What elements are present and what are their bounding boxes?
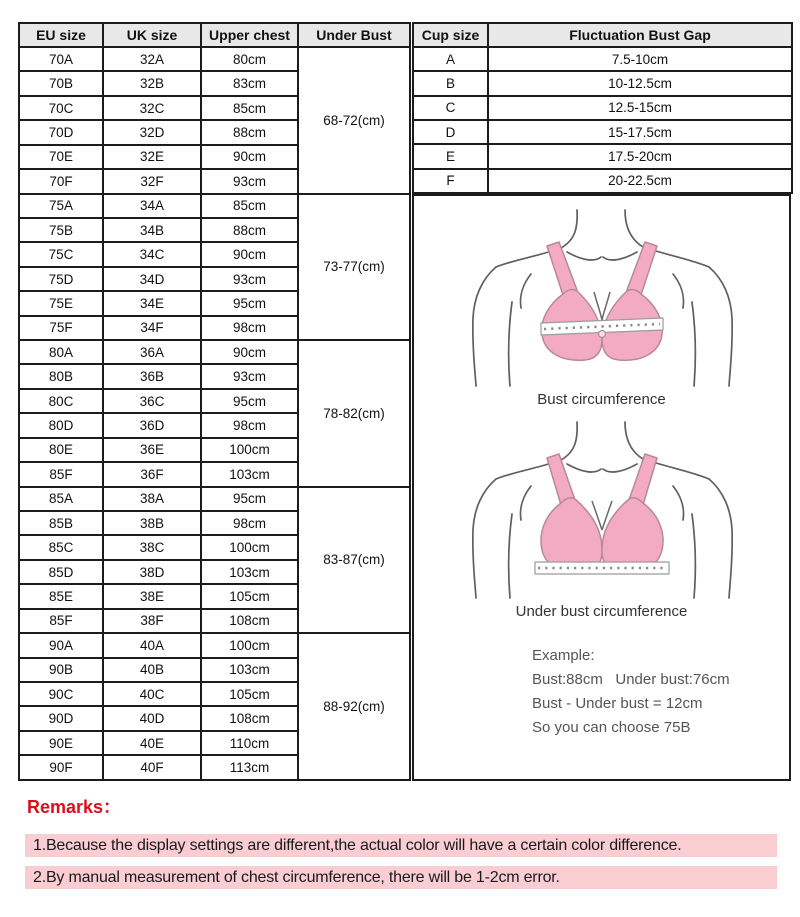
eu-size-cell: 75A <box>19 194 103 218</box>
eu-size-cell: 70B <box>19 71 103 95</box>
uk-size-cell: 34A <box>103 194 201 218</box>
size-table-row <box>19 47 410 71</box>
measurement-info-box <box>412 194 791 781</box>
size-table-header-eu: EU size <box>19 23 103 47</box>
upper-chest-cell: 88cm <box>201 218 298 242</box>
uk-size-cell: 34C <box>103 242 201 266</box>
eu-size-cell: 85F <box>19 609 103 633</box>
size-table-row <box>19 340 410 364</box>
size-table-header-uk: UK size <box>103 23 201 47</box>
uk-size-cell: 38A <box>103 487 201 511</box>
uk-size-cell: 34F <box>103 316 201 340</box>
eu-size-cell: 70F <box>19 169 103 193</box>
uk-size-cell: 32D <box>103 120 201 144</box>
cup-size-cell: A <box>413 47 488 71</box>
upper-chest-cell: 93cm <box>201 169 298 193</box>
uk-size-cell: 32B <box>103 71 201 95</box>
uk-size-cell: 40D <box>103 706 201 730</box>
uk-size-cell: 38C <box>103 535 201 559</box>
size-table-header-row <box>19 23 410 47</box>
eu-size-cell: 90F <box>19 755 103 780</box>
upper-chest-cell: 100cm <box>201 633 298 657</box>
size-table-header-under-bust: Under Bust <box>298 23 410 47</box>
upper-chest-cell: 95cm <box>201 389 298 413</box>
cup-table-row <box>413 120 792 144</box>
cup-size-cell: C <box>413 96 488 120</box>
eu-size-cell: 85F <box>19 462 103 486</box>
cup-size-cell: E <box>413 144 488 168</box>
eu-size-cell: 90D <box>19 706 103 730</box>
upper-chest-cell: 113cm <box>201 755 298 780</box>
eu-size-cell: 80E <box>19 438 103 462</box>
cup-table-header-row <box>413 23 792 47</box>
remark-item: 2.By manual measurement of chest circumference, there will be 1-2cm error. <box>25 866 777 889</box>
cup-size-cell: B <box>413 71 488 95</box>
eu-size-cell: 90E <box>19 731 103 755</box>
eu-size-cell: 85B <box>19 511 103 535</box>
upper-chest-cell: 93cm <box>201 267 298 291</box>
uk-size-cell: 38F <box>103 609 201 633</box>
upper-chest-cell: 95cm <box>201 291 298 315</box>
size-table-header-upper-chest: Upper chest <box>201 23 298 47</box>
eu-size-cell: 75D <box>19 267 103 291</box>
cup-table-header-bust-gap: Fluctuation Bust Gap <box>488 23 792 47</box>
uk-size-cell: 40E <box>103 731 201 755</box>
upper-chest-cell: 98cm <box>201 511 298 535</box>
example-line: Bust - Under bust = 12cm <box>532 695 703 712</box>
upper-chest-cell: 103cm <box>201 658 298 682</box>
bust-gap-cell: 12.5-15cm <box>488 96 792 120</box>
cup-size-cell: D <box>413 120 488 144</box>
uk-size-cell: 32C <box>103 96 201 120</box>
upper-chest-cell: 103cm <box>201 462 298 486</box>
example-line: Bust:88cm Under bust:76cm <box>532 671 730 688</box>
upper-chest-cell: 100cm <box>201 535 298 559</box>
upper-chest-cell: 83cm <box>201 71 298 95</box>
bust-gap-cell: 20-22.5cm <box>488 169 792 193</box>
upper-chest-cell: 98cm <box>201 316 298 340</box>
eu-size-cell: 90A <box>19 633 103 657</box>
cup-size-table <box>412 22 793 194</box>
upper-chest-cell: 95cm <box>201 487 298 511</box>
eu-size-cell: 90C <box>19 682 103 706</box>
bust-measure-illustration <box>449 204 755 390</box>
under-bust-diagram-caption: Under bust circumference <box>515 603 688 620</box>
upper-chest-cell: 90cm <box>201 242 298 266</box>
eu-size-cell: 85C <box>19 535 103 559</box>
size-table-row <box>19 194 410 218</box>
uk-size-cell: 38B <box>103 511 201 535</box>
uk-size-cell: 36B <box>103 364 201 388</box>
remarks-list <box>25 834 777 889</box>
cup-table-row <box>413 169 792 193</box>
example-line: Example: <box>532 647 595 664</box>
eu-size-cell: 75F <box>19 316 103 340</box>
upper-chest-cell: 93cm <box>201 364 298 388</box>
uk-size-cell: 36D <box>103 413 201 437</box>
upper-chest-cell: 108cm <box>201 609 298 633</box>
eu-size-cell: 80C <box>19 389 103 413</box>
uk-size-cell: 32F <box>103 169 201 193</box>
uk-size-cell: 32E <box>103 145 201 169</box>
uk-size-cell: 34E <box>103 291 201 315</box>
uk-size-cell: 36C <box>103 389 201 413</box>
upper-chest-cell: 85cm <box>201 96 298 120</box>
uk-size-cell: 38D <box>103 560 201 584</box>
bust-gap-cell: 15-17.5cm <box>488 120 792 144</box>
upper-chest-cell: 103cm <box>201 560 298 584</box>
eu-size-cell: 70A <box>19 47 103 71</box>
under-bust-range-cell: 68-72(cm) <box>298 47 410 194</box>
upper-chest-cell: 105cm <box>201 682 298 706</box>
remarks-section <box>25 793 777 898</box>
remarks-title: Remarks： <box>27 797 122 817</box>
eu-size-cell: 90B <box>19 658 103 682</box>
uk-size-cell: 40C <box>103 682 201 706</box>
under-bust-diagram <box>414 416 789 620</box>
eu-size-cell: 80B <box>19 364 103 388</box>
eu-size-cell: 70C <box>19 96 103 120</box>
eu-size-cell: 85A <box>19 487 103 511</box>
size-table <box>18 22 411 781</box>
bust-gap-cell: 7.5-10cm <box>488 47 792 71</box>
cup-table-header-cup-size: Cup size <box>413 23 488 47</box>
bust-diagram-caption: Bust circumference <box>537 391 666 408</box>
upper-chest-cell: 80cm <box>201 47 298 71</box>
under-bust-range-cell: 88-92(cm) <box>298 633 410 780</box>
eu-size-cell: 75C <box>19 242 103 266</box>
eu-size-cell: 70E <box>19 145 103 169</box>
cup-table-row <box>413 47 792 71</box>
remark-item: 1.Because the display settings are different,the actual color will have a certain color difference. <box>25 834 777 857</box>
eu-size-cell: 75B <box>19 218 103 242</box>
upper-chest-cell: 110cm <box>201 731 298 755</box>
upper-chest-cell: 88cm <box>201 120 298 144</box>
upper-chest-cell: 85cm <box>201 194 298 218</box>
cup-table-row <box>413 144 792 168</box>
upper-chest-cell: 90cm <box>201 145 298 169</box>
bust-gap-cell: 10-12.5cm <box>488 71 792 95</box>
uk-size-cell: 32A <box>103 47 201 71</box>
upper-chest-cell: 98cm <box>201 413 298 437</box>
size-table-row <box>19 487 410 511</box>
uk-size-cell: 36F <box>103 462 201 486</box>
under-bust-range-cell: 83-87(cm) <box>298 487 410 634</box>
eu-size-cell: 80A <box>19 340 103 364</box>
example-line: So you can choose 75B <box>532 719 691 736</box>
cup-table-row <box>413 71 792 95</box>
upper-chest-cell: 90cm <box>201 340 298 364</box>
uk-size-cell: 38E <box>103 584 201 608</box>
uk-size-cell: 40B <box>103 658 201 682</box>
uk-size-cell: 34D <box>103 267 201 291</box>
uk-size-cell: 36E <box>103 438 201 462</box>
eu-size-cell: 85E <box>19 584 103 608</box>
cup-size-cell: F <box>413 169 488 193</box>
bust-gap-cell: 17.5-20cm <box>488 144 792 168</box>
upper-chest-cell: 108cm <box>201 706 298 730</box>
size-table-row <box>19 633 410 657</box>
under-bust-measure-illustration <box>449 416 755 602</box>
upper-chest-cell: 105cm <box>201 584 298 608</box>
under-bust-range-cell: 78-82(cm) <box>298 340 410 487</box>
uk-size-cell: 36A <box>103 340 201 364</box>
under-bust-range-cell: 73-77(cm) <box>298 194 410 341</box>
eu-size-cell: 75E <box>19 291 103 315</box>
uk-size-cell: 40F <box>103 755 201 780</box>
eu-size-cell: 85D <box>19 560 103 584</box>
bust-diagram <box>414 204 789 408</box>
uk-size-cell: 40A <box>103 633 201 657</box>
sizing-example <box>532 644 789 740</box>
upper-chest-cell: 100cm <box>201 438 298 462</box>
eu-size-cell: 70D <box>19 120 103 144</box>
cup-table-row <box>413 96 792 120</box>
eu-size-cell: 80D <box>19 413 103 437</box>
uk-size-cell: 34B <box>103 218 201 242</box>
